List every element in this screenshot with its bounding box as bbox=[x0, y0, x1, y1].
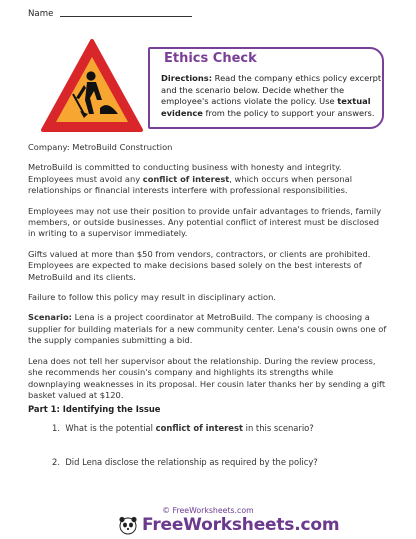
policy-paragraph-4: Failure to follow this policy may result in disciplinary action. bbox=[28, 292, 276, 303]
directions-part-2: from the policy to support your answers. bbox=[202, 107, 375, 118]
footer-logo bbox=[118, 514, 339, 536]
box-title: Ethics Check bbox=[164, 51, 257, 66]
scenario-paragraph-1 bbox=[28, 312, 388, 346]
company-line: Company: MetroBuild Construction bbox=[28, 142, 173, 152]
directions-part-1: Read the company ethics policy excerpt and the scenario below. Decide whether the employee's actions violate the policy. Use bbox=[161, 73, 382, 107]
policy-p1-bold: conflict of interest bbox=[142, 173, 230, 184]
question-1-text-a: What is the potential bbox=[65, 423, 156, 433]
policy-p1-a: MetroBuild is committed to conducting business with honesty and integrity. Employees must avoid any bbox=[28, 162, 342, 184]
policy-paragraph-2: Employees may not use their position to provide unfair advantages to friends, family members, or outside businesses. Any potential conflict of interest must be disclosed in writing to a supervisor immediately. bbox=[28, 205, 382, 239]
road-work-sign-icon bbox=[40, 38, 144, 134]
name-input-line[interactable] bbox=[60, 8, 192, 17]
directions-label: Directions: bbox=[161, 73, 213, 83]
question-1-number: 1. bbox=[52, 423, 60, 433]
question-2-number: 2. bbox=[52, 457, 60, 467]
question-1-bold: conflict of interest bbox=[155, 423, 243, 433]
scenario-p1: Lena is a project coordinator at MetroBuild. The company is choosing a supplier for building materials for a new community center. Lena's cousin owns one of the supply companies submitting a bid. bbox=[28, 312, 387, 346]
panda-icon bbox=[118, 515, 138, 535]
question-2 bbox=[52, 457, 318, 467]
scenario-label: Scenario: bbox=[28, 312, 72, 323]
policy-paragraph-1 bbox=[28, 162, 388, 196]
question-1 bbox=[52, 423, 314, 433]
policy-paragraph-3: Gifts valued at more than $50 from vendors, contractors, or clients are prohibited. Employees are expected to make decisions based solely on the best interests of MetroBuild and its clients. bbox=[28, 248, 371, 282]
scenario-paragraph-2: Lena does not tell her supervisor about the relationship. During the review process, she recommends her cousin's company and highlights its strengths while downplaying weaknesses in its proposal. Her cousin later thanks her by sending a gift basket valued at $120. bbox=[28, 355, 386, 400]
ethics-check-box bbox=[148, 47, 384, 129]
policy-content bbox=[28, 142, 388, 401]
name-label: Name bbox=[28, 9, 54, 19]
question-2-text: Did Lena disclose the relationship as required by the policy? bbox=[65, 457, 318, 467]
question-1-text-b: in this scenario? bbox=[242, 423, 314, 433]
policy-p1-b: , which occurs when personal relationships or financial interests interfere with professional responsibilities. bbox=[28, 173, 353, 196]
footer-copyright: © FreeWorksheets.com bbox=[162, 506, 254, 515]
directions-text bbox=[161, 73, 383, 119]
part-1-title: Part 1: Identifying the Issue bbox=[28, 404, 161, 414]
directions-bold: textual evidence bbox=[161, 96, 371, 118]
footer-logo-text: FreeWorksheets.com bbox=[142, 515, 340, 535]
name-field-row bbox=[28, 8, 192, 19]
